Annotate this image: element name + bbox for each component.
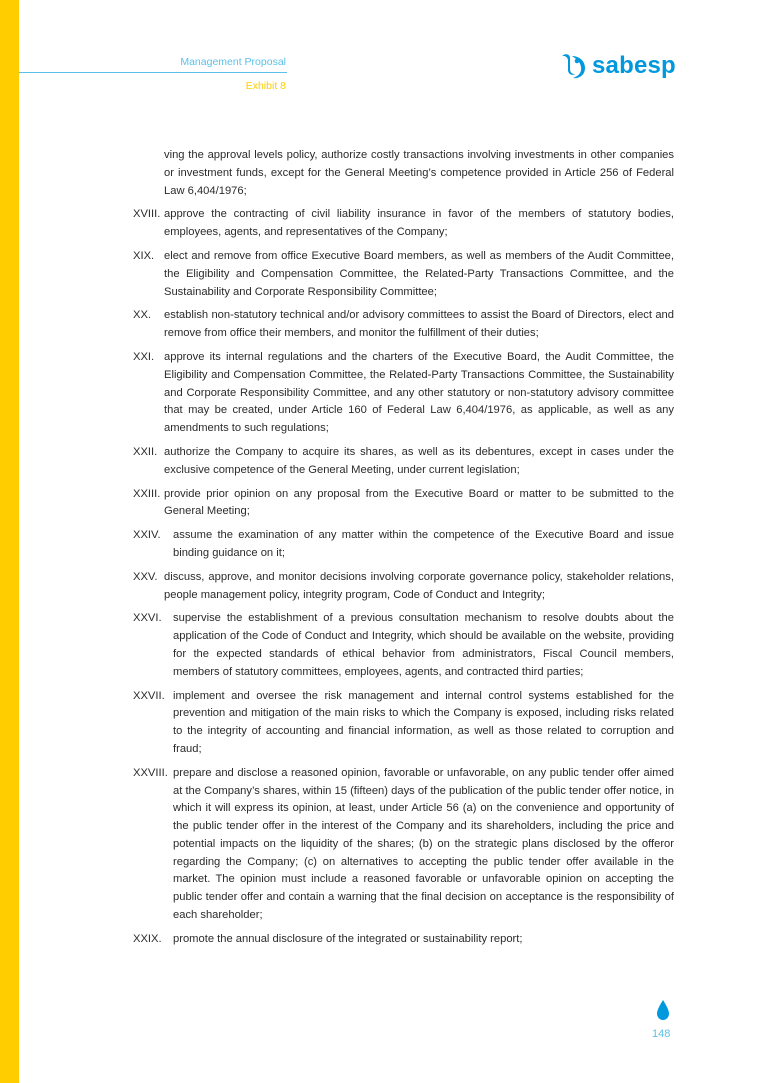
header-exhibit: Exhibit 8	[245, 80, 286, 92]
continuation-paragraph: ving the approval levels policy, authorize costly transactions involving investments in other companies or investment funds, except for the General Meeting’s competence provided in Article 256 of Federal Law 6,404/1976;	[164, 149, 674, 197]
water-drop-icon	[657, 1000, 669, 1020]
side-accent-bar	[0, 0, 19, 1083]
document-body	[133, 147, 674, 955]
list-item: XVIII. approve the contracting of civil liability insurance in favor of the members of statutory bodies, employees, agents, and representatives of the Company;	[133, 208, 674, 239]
list-item: XXIX. promote the annual disclosure of the integrated or sustainability report;	[133, 932, 523, 945]
list-item: XXI. approve its internal regulations and the charters of the Executive Board, the Audit Committee, the Eligibility and Compensation Committee, the Related-Party Transactions Committee, the Sustainability and Corporate Responsibility Committee, and any other statutory or non-statutory advisory committee that may be created, under Article 160 of Federal Law 6,404/1976, as applicable, as well as any amendments to such regulations;	[133, 350, 674, 435]
list-item: XIX. elect and remove from office Executive Board members, as well as members of the Audit Committee, the Eligibility and Compensation Committee, the Related-Party Transactions Committee, and the Sustainability and Corporate Responsibility Committee;	[133, 249, 674, 298]
header-rule	[19, 72, 287, 73]
list-item: XXII. authorize the Company to acquire its shares, as well as its debentures, except in cases under the exclusive competence of the General Meeting, under current legislation;	[133, 445, 674, 476]
list-item: XXVIII. prepare and disclose a reasoned opinion, favorable or unfavorable, on any public tender offer aimed at the Company’s shares, within 15 (fifteen) days of the publication of the public tender offer notice, in which it will express its opinion, at least, under Article 56 (a) on the convenience and opportunity of the public tender offer in the interest of the Company and its shareholders, including the price and potential impacts on the liquidity of the shares; (b) on the strategic plans disclosed by the offeror regarding the Company; (c) on alternatives to accepting the public tender offer available in the market. The opinion must include a reasoned favorable or unfavorable opinion on accepting the public tender offer and contain a warning that the final decision on acceptance is the responsibility of each shareholder;	[133, 766, 674, 922]
page-number: 148	[652, 1028, 671, 1040]
sabesp-logo	[558, 52, 676, 80]
list-item: XXV. discuss, approve, and monitor decisions involving corporate governance policy, stakeholder relations, people management policy, integrity program, Code of Conduct and Integrity;	[133, 570, 674, 601]
list-item: XX. establish non-statutory technical and/or advisory committees to assist the Board of Directors, elect and remove from office their members, and monitor the fulfillment of their duties;	[133, 309, 674, 340]
header-title: Management Proposal	[180, 56, 286, 68]
list-item: XXVI. supervise the establishment of a previous consultation mechanism to resolve doubts about the application of the Code of Conduct and Integrity, which should be available on the website, providing for the expected standards of ethical behavior from administrators, Fiscal Council members, members of statutory committees, employees, agents, and contracted third parties;	[133, 612, 674, 678]
list-item: XXIV. assume the examination of any matter within the competence of the Executive Board and issue binding guidance on it;	[133, 529, 674, 559]
list-item: XXIII. provide prior opinion on any proposal from the Executive Board or matter to be submitted to the General Meeting;	[133, 487, 674, 518]
list-item: XXVII. implement and oversee the risk management and internal control systems established for the prevention and mitigation of the main risks to which the Company is exposed, including risks related to the integrity of accounting and financial information, as well as those related to corruption and fraud;	[133, 689, 674, 755]
sabesp-logo-icon	[558, 52, 588, 80]
logo-text: sabesp	[592, 52, 676, 79]
